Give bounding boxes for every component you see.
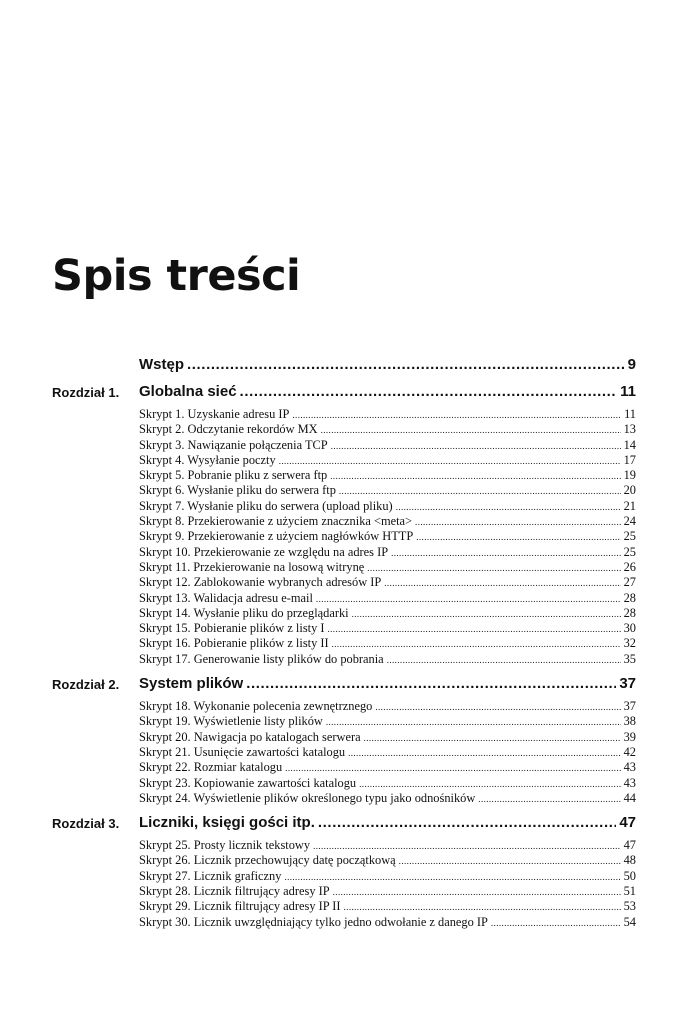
chapter-number: Rozdział 1. <box>52 385 120 400</box>
script-title: Skrypt 5. Pobranie pliku z serwera ftp <box>139 468 328 483</box>
script-page-number: 21 <box>623 498 636 513</box>
script-title: Skrypt 25. Prosty licznik tekstowy <box>139 838 311 853</box>
leader-dots <box>359 777 620 792</box>
toc-script-entry <box>0 407 689 422</box>
script-title: Skrypt 1. Uzyskanie adresu IP <box>139 407 290 421</box>
script-title: Skrypt 4. Wysyłanie poczty <box>139 452 276 467</box>
chapter-title: Globalna sieć <box>139 383 237 400</box>
toc-script-entry <box>0 483 689 498</box>
script-page-number: 26 <box>623 559 636 574</box>
leader-dots <box>352 607 621 622</box>
chapter-heading <box>0 674 689 699</box>
script-title: Skrypt 21. Usunięcie zawartości katalogu <box>139 744 346 759</box>
toc-script-entry <box>0 591 689 606</box>
script-page-number: 14 <box>623 437 636 452</box>
script-page-number: 37 <box>623 699 636 714</box>
script-title: Skrypt 17. Generowanie listy plików do pobrania <box>139 651 384 666</box>
leader-dots <box>318 813 616 833</box>
chapter-page-number: 11 <box>620 383 636 400</box>
intro-page-number: 9 <box>627 356 636 373</box>
leader-dots <box>367 561 620 576</box>
script-title: Skrypt 26. Licznik przechowujący datę początkową <box>139 853 396 868</box>
script-title: Skrypt 22. Rozmiar katalogu <box>139 760 283 775</box>
leader-dots <box>316 592 621 607</box>
script-title: Skrypt 27. Licznik graficzny <box>139 868 282 883</box>
toc-intro-entry <box>0 355 689 382</box>
script-title: Skrypt 30. Licznik uwzględniający tylko jedno odwołanie z danego IP <box>139 914 488 929</box>
script-title: Skrypt 10. Przekierowanie ze względu na adres IP <box>139 544 389 559</box>
chapter-page-number: 47 <box>619 814 636 832</box>
leader-dots <box>391 546 621 561</box>
script-page-number: 53 <box>623 899 636 914</box>
script-page-number: 42 <box>623 744 636 759</box>
script-title: Skrypt 23. Kopiowanie zawartości katalogu <box>139 775 357 790</box>
leader-dots <box>331 439 621 454</box>
leader-dots <box>279 454 621 469</box>
script-page-number: 43 <box>623 775 636 790</box>
script-page-number: 48 <box>623 853 636 868</box>
script-title: Skrypt 11. Przekierowanie na losową witrynę <box>139 559 365 574</box>
page-title: Spis treści <box>52 251 301 301</box>
leader-dots <box>246 674 616 694</box>
intro-title: Wstęp <box>139 356 184 373</box>
leader-dots <box>415 515 621 530</box>
script-page-number: 28 <box>623 590 636 605</box>
script-title: Skrypt 29. Licznik filtrujący adresy IP II <box>139 899 341 914</box>
script-title: Skrypt 2. Odczytanie rekordów MX <box>139 422 318 437</box>
script-page-number: 35 <box>623 651 636 666</box>
leader-dots <box>399 854 621 869</box>
script-page-number: 54 <box>623 914 636 929</box>
script-page-number: 43 <box>623 760 636 775</box>
toc-script-entry <box>0 730 689 745</box>
script-page-number: 25 <box>623 544 636 559</box>
toc-script-entry <box>0 915 689 930</box>
toc-script-entry <box>0 760 689 775</box>
leader-dots <box>292 408 621 423</box>
leader-dots <box>491 916 621 931</box>
script-page-number: 39 <box>623 729 636 744</box>
toc-script-entry <box>0 575 689 590</box>
leader-dots <box>396 500 621 515</box>
toc-script-entry <box>0 699 689 714</box>
toc-script-entry <box>0 499 689 514</box>
leader-dots <box>313 839 621 854</box>
leader-dots <box>326 715 621 730</box>
toc-script-entry <box>0 529 689 544</box>
toc-script-entry <box>0 899 689 914</box>
script-page-number: 27 <box>623 575 636 590</box>
script-page-number: 17 <box>623 452 636 467</box>
toc-script-entry <box>0 621 689 636</box>
leader-dots <box>478 792 620 807</box>
leader-dots <box>187 355 625 375</box>
toc-script-entry <box>0 514 689 529</box>
toc-chapter <box>0 382 689 667</box>
script-title: Skrypt 14. Wysłanie pliku do przeglądarki <box>139 605 349 620</box>
script-title: Skrypt 28. Licznik filtrujący adresy IP <box>139 884 330 899</box>
leader-dots <box>240 382 618 402</box>
script-page-number: 38 <box>623 714 636 729</box>
script-page-number: 24 <box>623 514 636 529</box>
toc-script-entry <box>0 468 689 483</box>
script-page-number: 51 <box>623 884 636 899</box>
leader-dots <box>339 484 621 499</box>
script-page-number: 11 <box>624 407 636 421</box>
toc-script-entry <box>0 853 689 868</box>
leader-dots <box>364 731 621 746</box>
leader-dots <box>332 637 621 652</box>
script-page-number: 13 <box>623 422 636 437</box>
chapter-title: Liczniki, księgi gości itp. <box>139 814 315 832</box>
toc-script-entry <box>0 776 689 791</box>
leader-dots <box>416 530 620 545</box>
script-page-number: 20 <box>623 483 636 498</box>
toc-script-entry <box>0 791 689 806</box>
toc-script-entry <box>0 838 689 853</box>
leader-dots <box>375 700 620 715</box>
toc-script-entry <box>0 545 689 560</box>
table-of-contents <box>0 355 689 930</box>
toc-script-entry <box>0 884 689 899</box>
toc-script-entry <box>0 453 689 468</box>
toc-script-entry <box>0 422 689 437</box>
leader-dots <box>387 653 621 668</box>
leader-dots <box>348 746 621 761</box>
script-page-number: 44 <box>623 790 636 805</box>
script-title: Skrypt 8. Przekierowanie z użyciem znacznika <meta> <box>139 514 413 529</box>
script-page-number: 28 <box>623 605 636 620</box>
toc-script-entry <box>0 606 689 621</box>
toc-script-entry <box>0 560 689 575</box>
chapter-number: Rozdział 2. <box>52 677 120 693</box>
script-page-number: 32 <box>623 636 636 651</box>
chapter-heading <box>0 813 689 838</box>
toc-script-entry <box>0 652 689 667</box>
script-title: Skrypt 9. Przekierowanie z użyciem nagłówków HTTP <box>139 529 414 544</box>
leader-dots <box>285 761 620 776</box>
script-title: Skrypt 20. Nawigacja po katalogach serwera <box>139 729 361 744</box>
leader-dots <box>344 900 621 915</box>
toc-chapter <box>0 813 689 930</box>
script-title: Skrypt 6. Wysłanie pliku do serwera ftp <box>139 483 336 498</box>
script-title: Skrypt 24. Wyświetlenie plików określonego typu jako odnośników <box>139 790 476 805</box>
script-title: Skrypt 13. Walidacja adresu e-mail <box>139 590 313 605</box>
toc-script-entry <box>0 869 689 884</box>
leader-dots <box>328 622 621 637</box>
script-page-number: 30 <box>623 621 636 636</box>
script-page-number: 50 <box>623 868 636 883</box>
toc-script-entry <box>0 745 689 760</box>
script-title: Skrypt 12. Zablokowanie wybranych adresów IP <box>139 575 382 590</box>
script-title: Skrypt 15. Pobieranie plików z listy I <box>139 621 325 636</box>
chapter-heading <box>0 382 689 407</box>
chapter-page-number: 37 <box>619 675 636 693</box>
script-page-number: 19 <box>623 468 636 483</box>
leader-dots <box>333 885 621 900</box>
chapter-number: Rozdział 3. <box>52 816 120 832</box>
script-title: Skrypt 16. Pobieranie plików z listy II <box>139 636 329 651</box>
toc-script-entry <box>0 636 689 651</box>
leader-dots <box>321 423 621 438</box>
script-title: Skrypt 7. Wysłanie pliku do serwera (upload pliku) <box>139 498 393 513</box>
script-title: Skrypt 18. Wykonanie polecenia zewnętrznego <box>139 699 373 714</box>
script-title: Skrypt 3. Nawiązanie połączenia TCP <box>139 437 328 452</box>
toc-script-entry <box>0 714 689 729</box>
chapter-title: System plików <box>139 675 244 693</box>
leader-dots <box>384 576 620 591</box>
leader-dots <box>330 469 620 484</box>
script-title: Skrypt 19. Wyświetlenie listy plików <box>139 714 323 729</box>
script-page-number: 25 <box>623 529 636 544</box>
toc-chapter <box>0 674 689 806</box>
script-page-number: 47 <box>623 838 636 853</box>
leader-dots <box>284 870 620 885</box>
toc-script-entry <box>0 438 689 453</box>
